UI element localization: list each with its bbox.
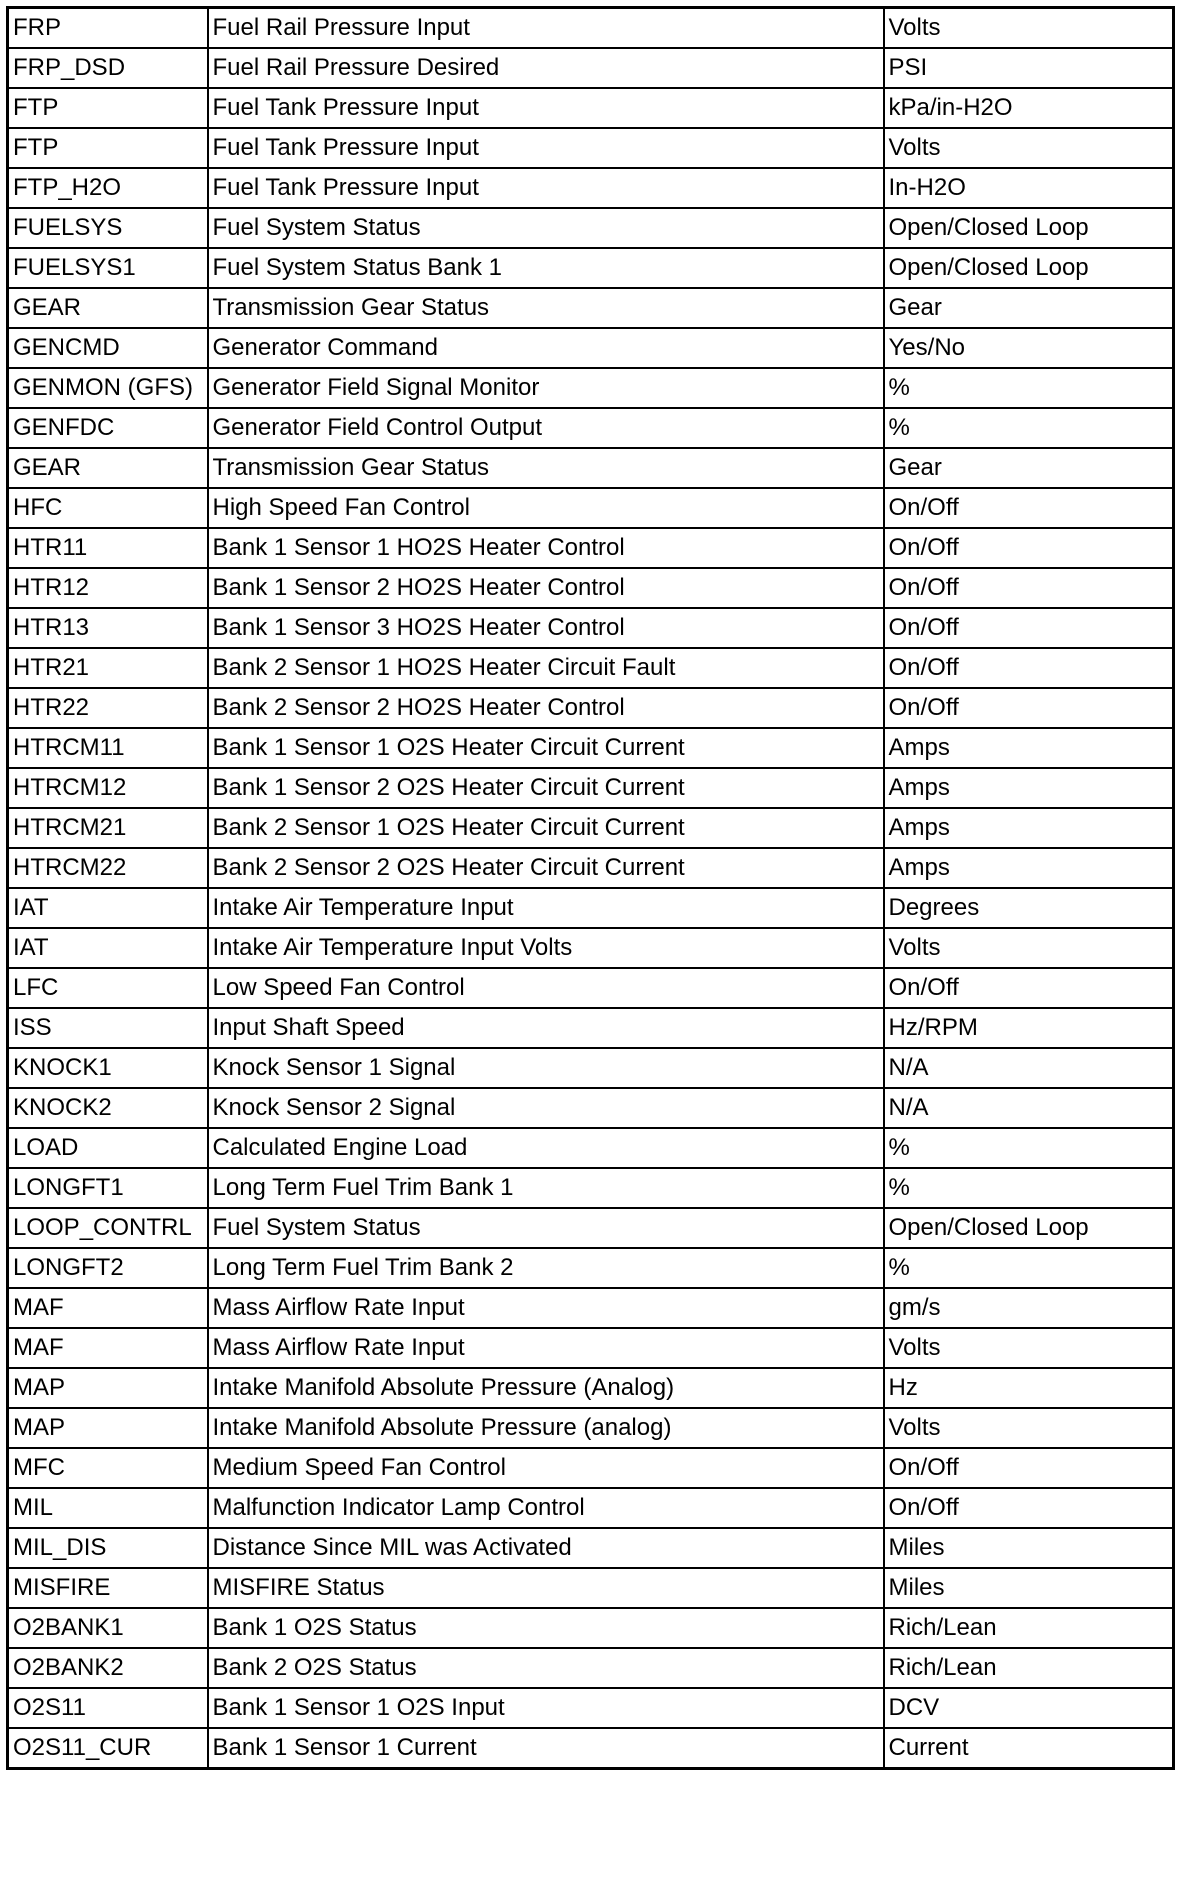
table-row	[8, 608, 1174, 648]
abbreviation-cell: GENMON (GFS)	[8, 368, 208, 408]
table-row	[8, 768, 1174, 808]
abbreviation-cell: FTP	[8, 128, 208, 168]
description-cell: Bank 1 O2S Status	[208, 1608, 884, 1648]
description-cell: Fuel System Status	[208, 208, 884, 248]
abbreviation-cell: HFC	[8, 488, 208, 528]
description-cell: Fuel System Status Bank 1	[208, 248, 884, 288]
description-cell: Intake Air Temperature Input Volts	[208, 928, 884, 968]
description-cell: Fuel System Status	[208, 1208, 884, 1248]
units-cell: %	[884, 1168, 1174, 1208]
abbreviation-cell: LFC	[8, 968, 208, 1008]
table-row	[8, 1248, 1174, 1288]
description-cell: Input Shaft Speed	[208, 1008, 884, 1048]
abbreviation-cell: IAT	[8, 888, 208, 928]
description-cell: Intake Air Temperature Input	[208, 888, 884, 928]
description-cell: Knock Sensor 1 Signal	[208, 1048, 884, 1088]
table-row	[8, 1568, 1174, 1608]
description-cell: Bank 2 Sensor 1 O2S Heater Circuit Current	[208, 808, 884, 848]
abbreviation-cell: HTR11	[8, 528, 208, 568]
abbreviation-cell: GEAR	[8, 288, 208, 328]
table-row	[8, 1528, 1174, 1568]
units-cell: %	[884, 368, 1174, 408]
description-cell: High Speed Fan Control	[208, 488, 884, 528]
table-row	[8, 1728, 1174, 1769]
abbreviation-cell: O2BANK2	[8, 1648, 208, 1688]
abbreviation-cell: MAP	[8, 1368, 208, 1408]
pid-table	[6, 6, 1175, 1770]
table-row	[8, 648, 1174, 688]
units-cell: Miles	[884, 1528, 1174, 1568]
abbreviation-cell: KNOCK2	[8, 1088, 208, 1128]
table-row	[8, 328, 1174, 368]
abbreviation-cell: FUELSYS1	[8, 248, 208, 288]
abbreviation-cell: HTRCM11	[8, 728, 208, 768]
abbreviation-cell: MAF	[8, 1288, 208, 1328]
abbreviation-cell: IAT	[8, 928, 208, 968]
units-cell: Gear	[884, 448, 1174, 488]
table-row	[8, 968, 1174, 1008]
table-row	[8, 1208, 1174, 1248]
description-cell: Transmission Gear Status	[208, 288, 884, 328]
description-cell: Long Term Fuel Trim Bank 1	[208, 1168, 884, 1208]
units-cell: Open/Closed Loop	[884, 248, 1174, 288]
units-cell: Amps	[884, 768, 1174, 808]
table-row	[8, 1488, 1174, 1528]
units-cell: N/A	[884, 1048, 1174, 1088]
abbreviation-cell: MAP	[8, 1408, 208, 1448]
table-row	[8, 488, 1174, 528]
pid-table-body	[8, 8, 1174, 1769]
description-cell: MISFIRE Status	[208, 1568, 884, 1608]
table-row	[8, 1368, 1174, 1408]
description-cell: Bank 2 Sensor 1 HO2S Heater Circuit Fault	[208, 648, 884, 688]
table-row	[8, 808, 1174, 848]
table-row	[8, 448, 1174, 488]
table-row	[8, 1448, 1174, 1488]
description-cell: Bank 2 Sensor 2 O2S Heater Circuit Current	[208, 848, 884, 888]
description-cell: Calculated Engine Load	[208, 1128, 884, 1168]
units-cell: Hz/RPM	[884, 1008, 1174, 1048]
description-cell: Bank 1 Sensor 3 HO2S Heater Control	[208, 608, 884, 648]
units-cell: kPa/in-H2O	[884, 88, 1174, 128]
description-cell: Bank 1 Sensor 2 HO2S Heater Control	[208, 568, 884, 608]
description-cell: Intake Manifold Absolute Pressure (analog)	[208, 1408, 884, 1448]
abbreviation-cell: HTR21	[8, 648, 208, 688]
table-row	[8, 48, 1174, 88]
units-cell: On/Off	[884, 608, 1174, 648]
abbreviation-cell: KNOCK1	[8, 1048, 208, 1088]
abbreviation-cell: MIL	[8, 1488, 208, 1528]
description-cell: Bank 2 Sensor 2 HO2S Heater Control	[208, 688, 884, 728]
units-cell: On/Off	[884, 688, 1174, 728]
description-cell: Fuel Tank Pressure Input	[208, 168, 884, 208]
description-cell: Bank 1 Sensor 1 O2S Input	[208, 1688, 884, 1728]
table-row	[8, 1168, 1174, 1208]
units-cell: On/Off	[884, 1488, 1174, 1528]
abbreviation-cell: MFC	[8, 1448, 208, 1488]
abbreviation-cell: ISS	[8, 1008, 208, 1048]
description-cell: Fuel Rail Pressure Desired	[208, 48, 884, 88]
units-cell: On/Off	[884, 528, 1174, 568]
abbreviation-cell: FTP	[8, 88, 208, 128]
units-cell: N/A	[884, 1088, 1174, 1128]
units-cell: Hz	[884, 1368, 1174, 1408]
description-cell: Bank 1 Sensor 1 O2S Heater Circuit Current	[208, 728, 884, 768]
units-cell: On/Off	[884, 1448, 1174, 1488]
abbreviation-cell: HTRCM12	[8, 768, 208, 808]
description-cell: Malfunction Indicator Lamp Control	[208, 1488, 884, 1528]
table-row	[8, 1688, 1174, 1728]
abbreviation-cell: GENFDC	[8, 408, 208, 448]
description-cell: Intake Manifold Absolute Pressure (Analog)	[208, 1368, 884, 1408]
table-row	[8, 1048, 1174, 1088]
units-cell: DCV	[884, 1688, 1174, 1728]
units-cell: Rich/Lean	[884, 1608, 1174, 1648]
description-cell: Fuel Rail Pressure Input	[208, 8, 884, 49]
description-cell: Mass Airflow Rate Input	[208, 1288, 884, 1328]
table-row	[8, 688, 1174, 728]
table-row	[8, 928, 1174, 968]
table-row	[8, 728, 1174, 768]
table-row	[8, 168, 1174, 208]
units-cell: %	[884, 1248, 1174, 1288]
description-cell: Generator Field Signal Monitor	[208, 368, 884, 408]
units-cell: Amps	[884, 728, 1174, 768]
abbreviation-cell: GENCMD	[8, 328, 208, 368]
units-cell: On/Off	[884, 568, 1174, 608]
table-row	[8, 1328, 1174, 1368]
abbreviation-cell: HTRCM22	[8, 848, 208, 888]
abbreviation-cell: MISFIRE	[8, 1568, 208, 1608]
units-cell: Open/Closed Loop	[884, 1208, 1174, 1248]
description-cell: Distance Since MIL was Activated	[208, 1528, 884, 1568]
table-row	[8, 408, 1174, 448]
units-cell: Volts	[884, 128, 1174, 168]
table-row	[8, 208, 1174, 248]
description-cell: Generator Field Control Output	[208, 408, 884, 448]
description-cell: Long Term Fuel Trim Bank 2	[208, 1248, 884, 1288]
description-cell: Fuel Tank Pressure Input	[208, 128, 884, 168]
table-row	[8, 1608, 1174, 1648]
units-cell: Miles	[884, 1568, 1174, 1608]
units-cell: PSI	[884, 48, 1174, 88]
units-cell: %	[884, 1128, 1174, 1168]
description-cell: Transmission Gear Status	[208, 448, 884, 488]
units-cell: Volts	[884, 1408, 1174, 1448]
table-row	[8, 848, 1174, 888]
table-row	[8, 8, 1174, 49]
units-cell: %	[884, 408, 1174, 448]
units-cell: On/Off	[884, 648, 1174, 688]
units-cell: On/Off	[884, 488, 1174, 528]
units-cell: Current	[884, 1728, 1174, 1769]
abbreviation-cell: LOOP_CONTRL	[8, 1208, 208, 1248]
description-cell: Bank 2 O2S Status	[208, 1648, 884, 1688]
units-cell: Amps	[884, 848, 1174, 888]
table-row	[8, 288, 1174, 328]
abbreviation-cell: FRP	[8, 8, 208, 49]
description-cell: Generator Command	[208, 328, 884, 368]
abbreviation-cell: FUELSYS	[8, 208, 208, 248]
units-cell: On/Off	[884, 968, 1174, 1008]
table-row	[8, 368, 1174, 408]
table-row	[8, 528, 1174, 568]
pid-table-container	[6, 6, 1172, 1770]
description-cell: Knock Sensor 2 Signal	[208, 1088, 884, 1128]
abbreviation-cell: MIL_DIS	[8, 1528, 208, 1568]
description-cell: Mass Airflow Rate Input	[208, 1328, 884, 1368]
units-cell: Rich/Lean	[884, 1648, 1174, 1688]
description-cell: Bank 1 Sensor 1 HO2S Heater Control	[208, 528, 884, 568]
description-cell: Bank 1 Sensor 2 O2S Heater Circuit Current	[208, 768, 884, 808]
table-row	[8, 1008, 1174, 1048]
units-cell: Gear	[884, 288, 1174, 328]
description-cell: Bank 1 Sensor 1 Current	[208, 1728, 884, 1769]
abbreviation-cell: HTR13	[8, 608, 208, 648]
abbreviation-cell: FRP_DSD	[8, 48, 208, 88]
units-cell: In-H2O	[884, 168, 1174, 208]
description-cell: Fuel Tank Pressure Input	[208, 88, 884, 128]
description-cell: Medium Speed Fan Control	[208, 1448, 884, 1488]
abbreviation-cell: MAF	[8, 1328, 208, 1368]
abbreviation-cell: HTRCM21	[8, 808, 208, 848]
units-cell: Volts	[884, 928, 1174, 968]
units-cell: gm/s	[884, 1288, 1174, 1328]
units-cell: Yes/No	[884, 328, 1174, 368]
abbreviation-cell: FTP_H2O	[8, 168, 208, 208]
abbreviation-cell: O2S11	[8, 1688, 208, 1728]
units-cell: Open/Closed Loop	[884, 208, 1174, 248]
table-row	[8, 88, 1174, 128]
description-cell: Low Speed Fan Control	[208, 968, 884, 1008]
abbreviation-cell: LONGFT2	[8, 1248, 208, 1288]
table-row	[8, 1408, 1174, 1448]
units-cell: Amps	[884, 808, 1174, 848]
abbreviation-cell: O2S11_CUR	[8, 1728, 208, 1769]
table-row	[8, 1288, 1174, 1328]
table-row	[8, 248, 1174, 288]
table-row	[8, 1648, 1174, 1688]
abbreviation-cell: HTR12	[8, 568, 208, 608]
table-row	[8, 1128, 1174, 1168]
units-cell: Volts	[884, 8, 1174, 49]
table-row	[8, 1088, 1174, 1128]
abbreviation-cell: GEAR	[8, 448, 208, 488]
units-cell: Degrees	[884, 888, 1174, 928]
abbreviation-cell: HTR22	[8, 688, 208, 728]
table-row	[8, 568, 1174, 608]
abbreviation-cell: LONGFT1	[8, 1168, 208, 1208]
table-row	[8, 128, 1174, 168]
units-cell: Volts	[884, 1328, 1174, 1368]
abbreviation-cell: O2BANK1	[8, 1608, 208, 1648]
table-row	[8, 888, 1174, 928]
abbreviation-cell: LOAD	[8, 1128, 208, 1168]
